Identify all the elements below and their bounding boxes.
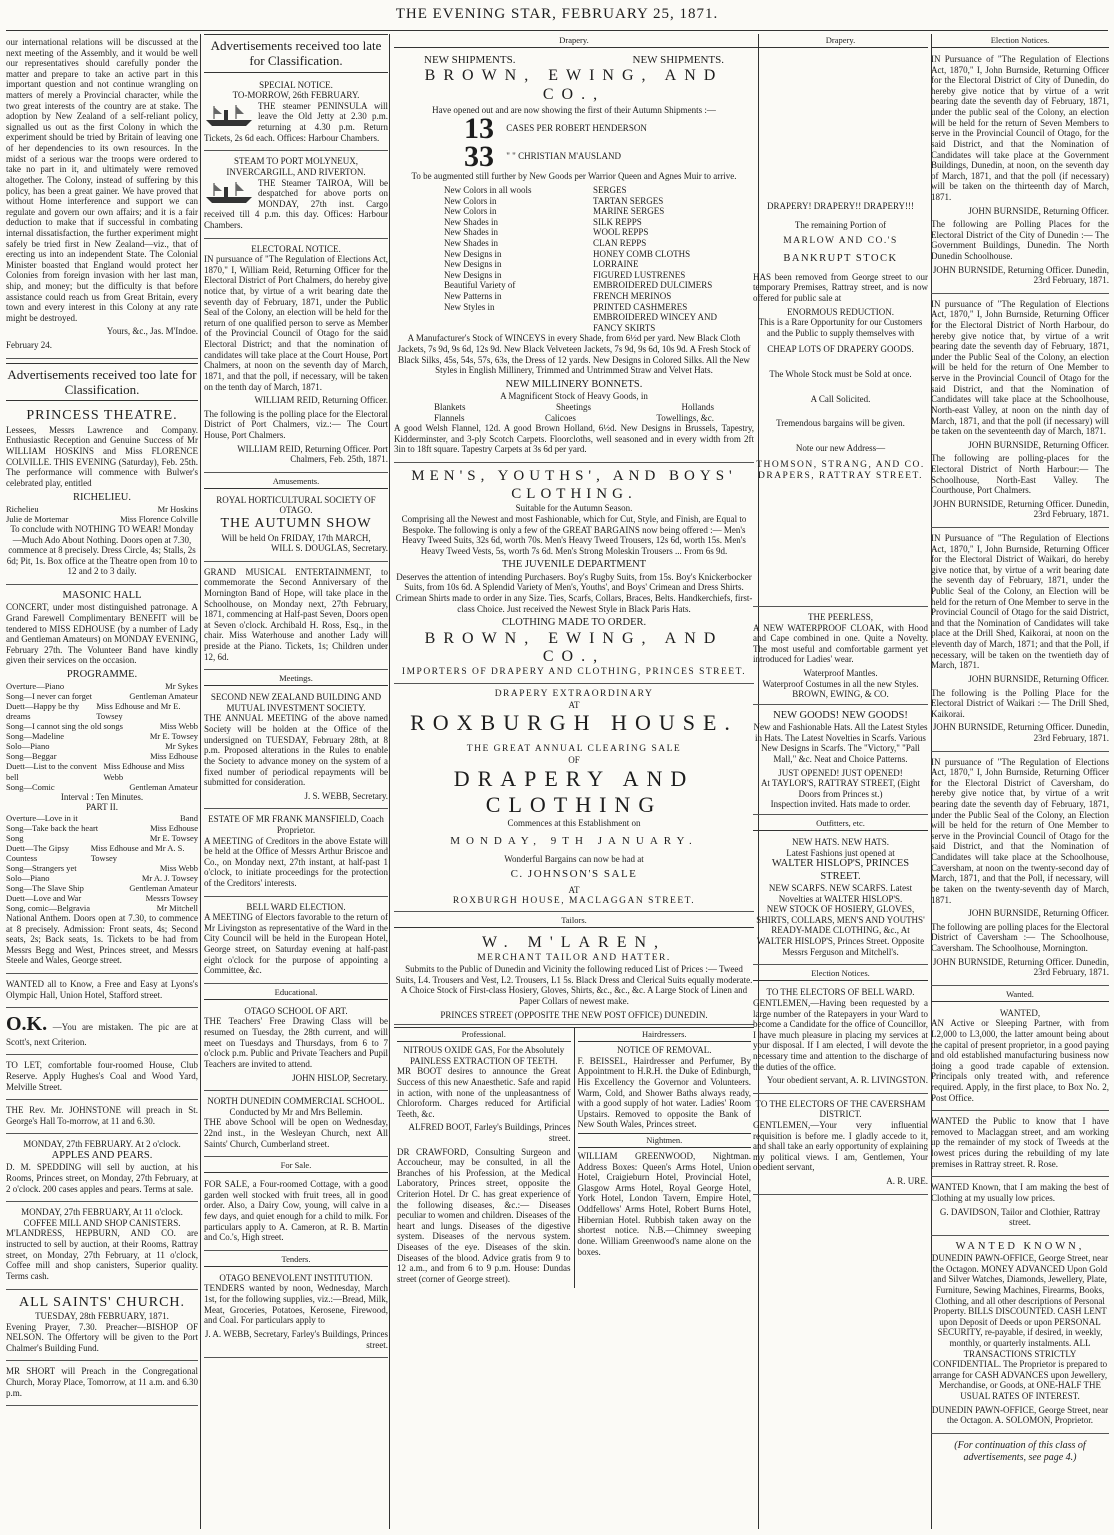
cast-row [6,514,198,524]
masonic-title: MASONIC HALL [62,589,142,601]
sign-3: JOHN BURNSIDE, Returning Officer. [968,673,1109,684]
cloak-text: A NEW WATERPROOF CLOAK, with Hood and Cape combined in one. Quite a Novelty. The most useful and comfortable garment yet introduced for Ladies' wear. [753,622,928,665]
bankrupt-title: BANKRUPT STOCK [783,253,898,265]
greenwood-text: WILLIAM GREENWOOD, Nightman. Address Boxes: Queen's Arms Hotel, Union Hotel, Craigieburn Hotel, Provincial Hotel, Glasgow Arms Hotel, Royal George Hotel, York Hotel, London Tavern, Empire Hotel, Oddfellows' Arms Hotel, Robert Burns Hotel, Hibernian Hotel. Rubbish taken away on the shortest notice. N.B.—Chimney sweeping done. William Greenwood's name alone on the boxes. [577,1151,751,1257]
bell-text: A MEETING of Electors favorable to the return of Mr Livingston as representative of the Ward in the City Council will be held in the European Hotel, George street, on Saturday evening at half-past eight o'clock for the purpose of appointing a Committee, &c. [204,912,388,976]
partner-text: AN Active or Sleeping Partner, with from L2,000 to L3,000, the latter amount being about the capital of present proprietor, in a good paying and old established manufacturing business now doing a good trade capable of extension. Principals only treated with, and reference required. Apply, in the first place, to Box No. 2, Post Office. [931,1018,1109,1103]
johnson-sale: C. JOHNSON'S SALE [510,868,638,881]
programme-row: Song—Madeline Mr E. Towsey [6,731,198,742]
hosiery-text: NEW STOCK OF HOSIERY, GLOVES, SHIRTS, COLLARS, MEN'S AND YOUTHS' READY-MADE CLOTHING, &c., At WALTER HISLOP'S, Princes Street. Opposite Messrs Ferguson and Mitchell's. [756,904,925,957]
programme-title: PROGRAMME. [66,668,138,680]
letter [6,34,198,359]
ad-special-notice [204,77,388,152]
ad-ok [6,1010,198,1055]
caversham-election-text: IN pursuance of "The Regulation of Elections Act, 1870," I, John Burnside, Returning Officer for the Electoral District of Caversham, do hereby give notice that, by virtue of a writ bearing date the seventh day of February, 1871, under the Public Seal of the Colony, an Election will be held for the return of One Member to serve in the Provincial Council of Otago for the said District, and that the Nomination of Candidates will take place at the Schoolhouse, Caversham, at noon on the twenty-second day of March, 1871, and that the Poll, if necessary, will be taken on the twenty-seventh day of March, 1871. [931,756,1109,905]
steamer-icon [204,179,254,205]
ad-princess-theatre [6,405,198,585]
ad-johnstone [6,1102,198,1134]
horti-sign: WILL S. DOUGLAS, Secretary. [270,543,388,554]
building-text: THE ANNUAL MEETING of the above named Society will be holden at the Office of the undersigned on TUESDAY, February 28th, at 8 p.m. Proposed alterations in the Rules to enable the Society to advance money on the system of a fixed number of periodical repayments will be submitted for consideration. [204,713,388,788]
mantles-text: Waterproof Mantles. [803,667,878,678]
roxburgh-title: ROXBURGH HOUSE. [410,710,738,736]
electoral-text: IN pursuance of "The Regulation of Elections Act, 1870," I, William Reid, Returning Officer for the Electoral District of Port Chalmers, do hereby give notice that, by virtue of a writ bearing date the seventh day of February, 1871, under the Public Seal of the Colony, an election will be held for the return of one qualified person to serve as Member of the Provincial Council of Otago for the said Electoral District; and that the nomination of candidates will take place at the Court House, Port Chalmers, at noon on the seventh day of March, 1871, and that the poll, if necessary, will be taken on the tenth day of March, 1871. [204,254,388,392]
header-wanted: Wanted. [931,988,1109,1002]
programme-row: Song—I never can forget Gentleman Amateur [6,691,198,702]
theatre-text: Lessees, Messrs Lawrence and Company. Enthusiastic Reception and Genuine Success of Mr WILLIAM HOSKINS and Miss FLORENCE COLVILLE. THIS EVENING (Saturday), Feb. 25th. The performance will commence with Bulwer's celebrated play, entitled [6,424,198,488]
forsale-text: FOR SALE, a Four-roomed Cottage, with a good garden well stocked with fruit trees, all in good order. Also, a Dairy Cow, young, will calve in a few days, and quiet enough for a child to milk. For particulars apply to A. Cameron, at R. B. Martin and Co.'s, High street. [204,1179,388,1243]
header-election-notices-2: Election Notices. [931,34,1109,48]
header-for-sale: For Sale. [204,1159,388,1173]
molyneux-title: STEAM TO PORT MOLYNEUX, INVERCARGILL, AND RIVERTON. [226,156,366,177]
caversham-title: TO THE ELECTORS OF THE CAVERSHAM DISTRICT. [755,1098,926,1120]
ad-north-dunedin-school [204,1093,388,1157]
mens-title: MEN'S, YOUTHS', AND BOYS' CLOTHING. [411,467,737,502]
ad-davidson [931,1179,1109,1235]
polling-3: The following is the Polling Place for the Electoral District of Waikari :— The Drill Shed, Kaikorai. [931,687,1109,719]
theatre-after: To conclude with NOTHING TO WEAR! Monday—Much Ado About Nothing. Doors open at 7.30, commence at 8 precisely. Dress Circle, 4s; Stalls, 2s 6d; Pit, 1s. Box office at the Theatre open from 10 to 12 and 2 to 3 daily. [6,523,198,577]
programme-part-2 [6,813,198,913]
bellward-sign: Your obedient servant, A. R. LIVINGSTON. [766,1075,928,1086]
apples-date: MONDAY, 27th FEBRUARY. At 2 o'clock. [23,1139,181,1150]
programme-end: National Anthem. Doors open at 7.30, to commence at 8 precisely. Admission: Front seats, 4s; Second seats, 2s; Back seats, 1s. Tickets to be had from Messrs Begg and West, Princes street, and Messrs Steele and Wales, George street. [6,912,198,966]
header-election-notices: Election Notices. [753,967,928,981]
sign-1b: JOHN BURNSIDE, Returning Officer. Dunedin, 23rd February, 1871. [932,264,1109,286]
letter-date: February 24. [6,340,52,351]
art-sign: JOHN HISLOP, Secretary. [292,1072,388,1083]
goods-right: SERGES TARTAN SERGES MARINE SERGES SILK REPPS WOOL REPPS CLAN REPPS HONEY COMB CLOTHS LORRAINE FIGURED LUSTRENES EMBROIDERED DULCIMERS FRENCH MERINOS PRINTED CASHMERES EMBROIDERED WINCEY AND FANCY SKIRTS [593,184,717,333]
commences-text: Commences at this Establishment on [507,818,641,828]
nds-by: Conducted by Mr and Mrs Bellemin. [229,1106,363,1117]
ad-school-of-art [204,1003,388,1091]
millinery-title: NEW MILLINERY BONNETS. [505,378,643,390]
of-text: OF [568,755,580,766]
electoral-title: ELECTORAL NOTICE. [251,243,341,254]
header-professional: Professional. [397,1028,571,1042]
wonderful-text: Wonderful Bargains can now be had at [504,853,644,864]
roxburgh-address: ROXBURGH HOUSE, MACLAGGAN STREET. [452,895,696,906]
beissel-text: F. BEISSEL, Hairdresser and Perfumer, By Appointment to H.R.H. the Duke of Edinburgh, His Excellency the Governor and Volunteers. Warm, Cold, and Shower Baths always ready, with a good supply of hot water. Ladies' Room Upstairs. Removed to opposite the Bank of New South Wales, Princes street. [577,1055,751,1130]
shipments-head: NEW SHIPMENTS. NEW SHIPMENTS. [424,54,724,67]
latest-text: Latest Fashions just opened at [786,847,895,858]
header-tailors: Tailors. [394,914,754,928]
extra-at: AT [568,699,580,710]
polling-text: The following is the polling place for the Electoral District of Port Chalmers, viz.:— The Court House, Port Chalmers. [204,408,388,440]
ad-north-harbour-election [931,296,1109,528]
juvenile-text: Deserves the attention of intending Purchasers. Boy's Rugby Suits, from 15s. Boy's Knickerbocker Suits, from 10s 6d. A Splendid Variety of Men's, Youths', and Boys' Crimean and Dress Shirts. Crimean Shirts made to order in any Size. Ties, Scarfs, Collars, Braces, Belts. Handkerchiefs, first-class Choice. Just received the Newest Style in Black Paris Hats. [395,571,753,614]
at-text: AT [568,885,580,896]
ad-pawn-office [931,1238,1109,1434]
newgoods-title: NEW GOODS! NEW GOODS! [773,709,908,721]
cast-actor: Miss Florence Colville [120,513,198,524]
ad-new-goods [753,707,928,815]
mens-text: Comprising all the Newest and most Fashionable, which for Cut, Style, and Finish, are Equal to Bespoke. The following is only a few of the GREAT BARGAINS now being offered :— Men's Heavy Tweed Suits, 32s 6d, worth 70s. Men's Heavy Tweed Trousers, 12s 6d, worth 15s. Men's Heavy Tweed Vests, 5s, worth 7s 6d. Men's Strong Moleskin Trousers ... From 6s 9d. [401,513,747,556]
column-2 [200,34,388,1529]
ad-electoral-notice [204,241,388,473]
cast-row [6,504,198,514]
programme-row: Overture—Piano Mr Sykes [6,681,198,692]
heavy-text: A Magnificent Stock of Heavy Goods, in [500,391,648,402]
professional-column [394,1028,574,1287]
electoral-sign: WILLIAM REID, Returning Officer. [254,395,388,406]
header-nightmen: Nightmen. [578,1133,752,1148]
masonic-text: CONCERT, under most distinguished patronage. A Grand Farewell Complimentary BENEFIT will be tendered to MISS EDHOUSE (by a number of Lady and Gentleman Amateurs) on MONDAY EVENING, February 27th. The Volunteer Band have kindly given their services on the occasion. [6,602,198,666]
programme-row: Duett—The Gipsy Countess Miss Edhouse and Mr A. S. Towsey [6,842,185,863]
ad-coffee [6,1204,198,1289]
ad-caversham-electors [753,1096,928,1195]
art-title: OTAGO SCHOOL OF ART. [244,1005,348,1016]
estate-title: ESTATE OF MR FRANK MANSFIELD, Coach Proprietor. [208,814,384,835]
bellward-text: GENTLEMEN,—Having been requested by a large number of the Ratepayers in your Ward to become a Candidate for the office of Councillor, I have much pleasure in placing my services at your disposal. If I am elected, I will devote the necessary time and attention to the discharge of the duties of the office. [753,997,928,1072]
column-1 [6,34,198,1529]
programme-row: Song, comic—Belgravia Mr Mitchell [6,902,198,913]
coffee-title: COFFEE MILL AND SHOP CANISTERS. [23,1217,181,1228]
theatre-play: RICHELIEU. [72,491,132,503]
sign-3b: JOHN BURNSIDE, Returning Officer. Dunedin, 23rd February, 1871. [932,722,1109,743]
special-date: TO-MORROW, 26th FEBRUARY. [232,90,360,101]
programme-row: Solo—Piano Mr A. J. Towsey [6,872,198,883]
section-late-ads-2: Advertisements received too late for Classification. [204,34,388,73]
interval: Interval : Ten Minutes. [60,791,144,802]
ad-benevolent [204,1270,388,1358]
estate-text: A MEETING of Creditors in the above Estate will be held at the Office of Messrs Arthur Briscoe and Co., on Monday next, 27th instant, at half-past 1 o'clock, to initiate proceedings for the protection of the Creditors' interests. [204,835,388,888]
ad-dunedin-election [931,51,1109,294]
header-drapery: Drapery. [394,34,754,48]
laren-sub: MERCHANT TAILOR AND HATTER. [477,952,671,963]
ad-peerless [753,609,928,705]
mens-sub: Suitable for the Autumn Season. [515,503,633,514]
ad-wanted-partner [931,1005,1109,1111]
benevolent-sign: J. A. WEBB, Secretary, Farley's Buildings, Princes street. [204,1328,388,1350]
johnstone-text: THE Rev. Mr. JOHNSTONE will preach in St. George's Hall To-morrow, at 11 and 6.30. [6,1105,198,1126]
ad-brown-ewing-shipments [394,51,754,463]
brown2-title: BROWN, EWING, AND CO., [424,629,724,666]
beissel-title: NOTICE OF REMOVAL. [616,1045,712,1056]
known-title: WANTED KNOWN, [955,1240,1085,1252]
marlow-title: MARLOW AND CO.'S [783,236,898,247]
tolet-text: TO LET, comfortable four-roomed House, Club Reserve. Apply Hughes's Coal and Wood Yard, Melville Street. [6,1060,198,1092]
column-3 [389,34,759,1529]
header-tenders: Tenders. [204,1253,388,1267]
rose-text: WANTED the Public to know that I have removed to Maclaggan street, and am working up the remainder of my stock of Tweeds at the lowest prices during the rebuilding of my late premises in Rattray street. R. Rose. [931,1116,1109,1169]
programme-row: Duett—Love and War Messrs Towsey [6,892,198,903]
brown-title: BROWN, EWING, AND CO., [424,66,724,103]
short-text: MR SHORT will Preach in the Congregational Church, Moray Place, Tomorrow, at 11 a.m. and 6.30 p.m. [6,1366,198,1398]
nds-title: NORTH DUNEDIN COMMERCIAL SCHOOL. [207,1096,385,1107]
molyneux-text: THE Steamer TAIROA, Will be despatched for above ports on MONDAY, 27th inst. Cargo received till 4 p.m. this day. Offices: Harbour Chambers. [204,177,388,230]
ad-port-molyneux [204,153,388,238]
heavy-after: A good Welsh Flannel, 12d. A good Brown Holland, 6½d. New Designs in Brussels, Tapestry, Kidderminster, and 3-ply Scotch Carpets. Floorcloths, well seasoned and in every width from 2ft 3in to 18ft square. Tapestry Carpets at 3s 6d per yard. [394,423,754,455]
ad-hislop [753,834,928,965]
caversham-sign: A. R. URE. [886,1176,928,1187]
programme-row: Song—Beggar Miss Edhouse [6,751,198,762]
allsaints-date: TUESDAY, 28th FEBRUARY, 1871. [35,1311,169,1322]
extra-title: DRAPERY EXTRAORDINARY [494,688,654,699]
cheap-text: CHEAP LOTS OF DRAPERY GOODS. [767,344,914,355]
bell-title: BELL WARD ELECTION. [246,901,346,912]
nitrous-text: MR BOOT desires to announce the Great Success of this new Anaesthetic. Safe and rapid in action, with none of the unpleasantness of Chloroform. Charges reduced for Artificial Teeth, &c. [397,1066,571,1119]
ad-marlow-bankrupt [753,51,928,607]
cast-actor: Mr Hoskins [157,503,198,514]
programme-row: Song—The Slave Ship Gentleman Amateur [6,882,198,893]
apples-title: APPLES AND PEARS. [51,1150,153,1162]
sign-1: JOHN BURNSIDE, Returning Officer. [968,205,1109,216]
waikari-text: IN Pursuance of "The Regulation of Elections Act, 1870," I, John Burnside, Returning Officer for the Electoral District of Waikari, do hereby give notice that, by virtue of a writ bearing date the seventh day of February, 1871, under the Public Seal of the Colony, an Election will be held for the return of One Member to serve in the Provincial Council of Otago for the said District, and that the Nomination of Candidates will take place at the Drill Shed, Kaikorai, at noon on the eleventh day of March, 1871; and that the Poll, if necessary, will be taken on the twentieth day of March, 1871. [931,533,1109,671]
goods-left: New Colors in all wools New Colors in New Colors in New Shades in New Shades in New Shades in New Designs in New Designs in New Designs in Beautiful Variety of New Patterns in New Styles in [444,184,532,312]
letter-signature: Yours, &c., Jas. M'Indoe. [106,326,198,337]
programme-row: Song—Comic Gentleman Amateur [6,781,198,792]
programme-row: Duett—List to the convent bell Miss Edhouse and Miss Webb [6,761,185,782]
ad-building-society [204,689,388,809]
juvenile-title: THE JUVENILE DEPARTMENT [501,559,647,571]
polling-sign: WILLIAM REID, Returning Officer. Port Chalmers, Feb. 25th, 1871. [237,443,388,465]
header-meetings: Meetings. [204,672,388,686]
reduction-text: ENORMOUS REDUCTION. [786,306,894,317]
scarfs-text: NEW SCARFS. NEW SCARFS. Latest Novelties at WALTER HISLOP'S. [768,883,913,904]
remaining-text: The remaining Portion of [794,219,887,230]
cast-role: Julie de Mortemar [6,513,69,524]
ad-roxburgh-house [394,686,754,912]
monday-date: MONDAY, 9TH JANUARY. [450,834,698,847]
ok-title: O.K. [6,1013,48,1036]
peerless-title: THE PEERLESS, [807,611,873,622]
allsaints-title: ALL SAINTS' CHURCH. [18,1294,186,1310]
horti-title: ROYAL HORTICULTURAL SOCIETY OF OTAGO. [216,494,376,516]
drapery-title: DRAPERY! DRAPERY!! DRAPERY!!! [766,201,914,212]
wanted-text: WANTED all to Know, a Free and Easy at Lyons's Olympic Hall, Union Hotel, Stafford street. [6,978,198,1000]
newhats-title: NEW HATS. NEW HATS. [792,837,889,848]
building-title: SECOND NEW ZEALAND BUILDING AND MUTUAL INVESTMENT SOCIETY. [210,692,382,713]
coffee-text: M'LANDRESS, HEPBURN, AND CO. are instructed to sell by auction, at their Rooms, Rattray street, on Monday, 27th February, at 11 o'clock, Coffee mill and shop canisters, Superior quality. Terms cash. [6,1228,198,1281]
nds-text: THE above School will be open on Wednesday, 22nd inst., in the Wesleyan Church, next All Saints' Church, Cumberland street. [204,1117,388,1149]
nitrous-title: NITROUS OXIDE GAS, For the Absolutely PAINLESS EXTRACTION OF TEETH. [403,1045,565,1066]
programme-row: Song Mr E. Towsey [6,832,198,843]
masthead-rule [6,30,1108,31]
augment-text: To be augmented still further by New Goods per Warrior Queen and Agnes Muir to arrive. [411,171,737,182]
newgoods-text: New and Fashionable Hats. All the Latest Styles in Hats. The Latest Novelties in Scarfs. Various New Designs in Scarfs. The "Victory," "Pall Mall," &c. Neat and Choice Patterns. [753,722,928,764]
clearing-title: THE GREAT ANNUAL CLEARING SALE [466,744,682,755]
allsaints-text: Evening Prayer, 7.30. Preacher—BISHOP OF NELSON. The Offertory will be given to the Port Chalmer's Building Fund. [6,1321,198,1353]
header-outfitters: Outfitters, etc. [753,817,928,831]
whole-text: The Whole Stock must be Sold at once. [769,369,912,380]
programme-row: Song—Take back the heart Miss Edhouse [6,822,198,833]
polling-1: The following are Polling Places for the Electoral District of the City of Dunedin :— The Government Buildings, Dunedin. The North Dunedin Schoolhouse. [931,219,1109,261]
theatre-cast [6,504,198,524]
ad-wanted-olympic [6,976,198,1008]
brown-intro: Have opened out and are now showing the first of their Autumn Shipments :— [432,104,716,115]
pawn-sign: DUNEDIN PAWN-OFFICE, George Street, near the Octagon. A. SOLOMON, Proprietor. [931,1404,1109,1426]
ad-estate-mansfield [204,811,388,896]
shipment-2: 33 " " CHRISTIAN M'AUSLAND [464,140,621,174]
wanted-title: WANTED, [999,1007,1041,1018]
rare-text: This is a Rare Opportunity for our Customers and the Public to supply themselves with [758,317,923,338]
davidson-text: WANTED Known, that I am making the best of Clothing at my usually low prices. [931,1182,1109,1203]
ad-for-sale [204,1176,388,1251]
ad-waikari-election [931,530,1109,752]
professional-hairdressers [394,1027,754,1287]
cast-role: Richelieu [6,503,39,514]
sign-4: JOHN BURNSIDE, Returning Officer. [968,908,1109,919]
ad-mens-clothing [394,465,754,684]
ad-mlaren [394,931,754,1025]
heavy-goods: Blankets Sheetings Hollands Flannels Calicoes Towellings, &c. [434,401,714,423]
column-5 [931,34,1109,1529]
steamer-icon [204,102,254,128]
ad-apples [6,1136,198,1202]
horti-text: Will be held On FRIDAY, 17th MARCH, [221,532,371,543]
header-educational: Educational. [204,986,388,1000]
sign-4b: JOHN BURNSIDE, Returning Officer. Dunedin, 23rd February, 1871. [932,956,1109,978]
programme-part-1 [6,681,198,791]
column-4 [753,34,932,1529]
benevolent-title: OTAGO BENEVOLENT INSTITUTION. [219,1272,373,1283]
section-late-ads: Advertisements received too late for Classification. [6,363,198,402]
special-title: SPECIAL NOTICE. [259,79,333,90]
brown2-sub: IMPORTERS OF DRAPERY AND CLOTHING, PRINCES STREET. [401,667,747,678]
wincey-text: A Manufacturer's Stock of WINCEYS in every Shade, from 6½d per yard. New Black Cloth Jackets, 7s 9d, 9s 6d, 12s 9d. New Black Velveteen Jackets, 7s 9d, 9s 6d, 10s 9d. A Fresh Stock of Black Silks, 45s, 54s, 57s, 63s, the Dress of 12 yards. New Designs in Colored Silks. All the New Styles in English Millinery, Trimmed and Untrimmed Straw and Velvet Hats. [397,333,751,376]
programme-row: Song—I cannot sing the old songs Miss Webb [6,721,198,732]
header-hairdressers: Hairdressers. [578,1028,752,1042]
taylor-address: At TAYLOR'S, RATTRAY STREET, (Eight Doors from Princes st.) [760,778,921,799]
dunedin-text: IN Pursuance of "The Regulation of Elections Act, 1870," I, John Burnside, Returning Officer for the Electoral District of City of Dunedin, do hereby give notice that by virtue of a writ bearing date the seventh day of February, 1871, under the public seal of the Colony, an election will be held for the return of Seven Members to serve in the Provincial Council of Otago, for the said District, and that the Nomination of Candidates will take place at the Government Buildings, Dunedin, at noon, on the seventh day of March, 1871, and that the poll (if necessary) will be taken on the thirteenth day of March, 1871. [931,54,1109,202]
building-sign: J. S. WEBB, Secretary. [304,790,388,801]
programme-row: Overture—Love in it Band [6,812,198,823]
laren-title: W. M'LAREN, [481,933,667,951]
sign-2b: JOHN BURNSIDE, Returning Officer. Dunedin, 23rd February, 1871. [932,498,1109,520]
order-title: CLOTHING MADE TO ORDER. [501,617,647,629]
ad-rose [931,1113,1109,1177]
grand-text: GRAND MUSICAL ENTERTAINMENT, to commemorate the Second Anniversary of the Mornington Band of Hope, will take place in the Schoolhouse, on Monday next, 27th February, 1871, commencing at Half-past Seven, Doors open at Seven o'clock. Archibald H. Ross, Esq., in the chair. Miss Waterhouse and another Lady will preside at the Piano. Tickets, 1s; Children under 12, 6d. [204,566,388,662]
ad-masonic-hall [6,587,198,974]
harbour-text: IN pursuance of "The Regulation of Elections Act, 1870," I, John Burnside, Returning Officer for the Electoral District of North Harbour, do hereby give notice that, by virtue of a writ bearing date the seventh day of February, 1871, under the Public Seal of the Colony, an election will be held for the return of One Member to serve in the Provincial Council of Otago for the said District, and that the Nomination of Candidates will take place at the Schoolhouse, North-east Valley, at noon on the ninth day of March, 1871, and that the poll (if necessary) will be taken on the seventeenth day of March, 1871. [931,298,1109,437]
sign-2: JOHN BURNSIDE, Returning Officer. [968,439,1109,450]
ad-all-saints [6,1292,198,1362]
header-amusements: Amusements. [204,475,388,489]
shipment-1: 13 CASES PER ROBERT HENDERSON [464,112,647,146]
inspection-text: Inspection invited. Hats made to order. [770,799,911,810]
bec-sign: BROWN, EWING, & CO. [792,689,889,700]
programme-row: Song—Strangers yet Miss Webb [6,862,198,873]
just-opened: JUST OPENED! JUST OPENED! [778,767,903,778]
ok-text: —You are mistaken. The pic are at Scott's, next Criterion. [6,1022,198,1047]
ad-bell-ward-electors [753,984,928,1093]
ad-grand-musical [204,564,388,670]
art-text: THE Teachers' Free Drawing Class will be resumed on Tuesday, the 28th current, and will meet on Tuesdays and Thursdays, from 6 to 7 o'clock p.m. Public and Private Teachers and Pupil Teachers are invited to attend. [204,1016,388,1069]
benevolent-text: TENDERS wanted by noon, Wednesday, March 1st, for the following supplies, viz.:—Bread, Milk, Meat, Groceries, Potatoes, Kerosene, Firewood, and Coal. For particulars apply to [204,1283,388,1326]
call-text: A Call Solicited. [810,393,871,404]
programme-row: Solo—Piano Mr Sykes [6,741,198,752]
note-text: Note our new Address— [795,442,886,453]
masthead-title: THE EVENING STAR, FEBRUARY 25, 1871. [395,6,719,22]
header-drapery-2: Drapery. [753,34,928,48]
ad-horticultural [204,492,388,562]
laren-text: Submits to the Public of Dunedin and Vicinity the following reduced List of Prices :— Tweed Suits, L4. Trousers and Vest, L2. Trousers, L1 5s. Black Dress and Clerical Suits equally moderate. A Choice Stock of First-class Hosiery, Gloves, Shirts, &c., &c., &c. A Large Stock of Linen and Paper Collars of newest make. [395,964,753,1006]
coffee-date: MONDAY, 27th FEBRUARY, At 11 o'clock. [21,1207,183,1218]
part-2-title: PART II. [86,802,118,813]
dc-title: DRAPERY AND CLOTHING [453,766,695,818]
has-been-text: HAS been removed from George street to our temporary Premises, Rattray street, and is now offered for public sale at [753,271,928,304]
special-text: THE steamer PENINSULA will leave the Old Jetty at 2.30 p.m. returning at 4.30 p.m. Return Tickets, 2s 6d each. Offices: Harbour Chambers. [204,100,388,143]
masthead [0,6,1114,28]
davidson-sign: G. DAVIDSON, Tailor and Clothier, Rattray street. [939,1206,1101,1228]
tremendous-text: Tremendous bargains will be given. [776,418,905,429]
continuation-note: (For continuation of this class of advertisements, see page 4.) [954,1439,1086,1463]
goods-list [394,185,754,334]
ad-mr-short [6,1363,198,1406]
ad-bell-ward [204,899,388,984]
bellward-title: TO THE ELECTORS OF BELL WARD. [766,987,915,998]
hislop-title: WALTER HISLOP'S, PRINCES STREET. [771,858,910,882]
nitrous-sign: ALFRED BOOT, Farley's Buildings, Princes street. [408,1122,571,1143]
ad-to-let [6,1057,198,1100]
theatre-title: PRINCESS THEATRE. [26,408,178,424]
polling-2: The following are polling-places for the Electoral District of North Harbour:— The Schoolhouse, North-East Valley. The Courthouse, Port Chalmers. [931,453,1109,496]
ad-caversham-election [931,754,1109,986]
costumes-text: Waterproof Costumes in all the new Styles. [762,678,919,689]
caversham-text: GENTLEMEN,—Your very influential requisition is before me. I gladly accede to it, and shall take an early opportunity of explaining my political views. I am, Gentlemen, Your obedient servant, [753,1120,928,1173]
programme-row: Duett—Happy be thy dreams Miss Edhouse and Mr E. Towsey [6,701,181,722]
apples-text: D. M. SPEDDING will sell by auction, at his Rooms, Princes street, on Monday, 27th February, at 2 o'clock. 200 cases apples and pears. Terms at sale. [6,1162,198,1194]
horti-show: THE AUTUMN SHOW [220,516,372,531]
laren-address: PRINCES STREET (OPPOSITE THE NEW POST OFFICE) DUNEDIN. [440,1009,708,1020]
pawn-text: DUNEDIN PAWN-OFFICE, George Street, near the Octagon. MONEY ADVANCED Upon Gold and Silver Watches, Diamonds, Jewellery, Plate, Furniture, Sewing Machines, Firearms, Books, Clothing, and all other descriptions of Personal Property. BILLS DISCOUNTED. CASH LENT upon Deposit of Deeds or upon PERSONAL SECURITY, re-payable, if desired, in weekly, monthly, or quarterly instalments. ALL TRANSACTIONS STRICTLY CONFIDENTIAL. The Proprietor is prepared to arrange for CASH ADVANCES upon Jewellery, Merchandise, or Goods, at ONE-HALF THE USUAL RATES OF INTEREST. [931,1253,1109,1402]
hairdressers-column [574,1028,755,1287]
thomson-title: THOMSON, STRANG, AND CO. DRAPERS, RATTRAY STREET. [756,459,925,481]
crawford-text: DR CRAWFORD, Consulting Surgeon and Accoucheur, may be consulted, in all the Branches of his Profession, at the Medical Laboratory, Princes street, opposite the Criterion Hotel. Dr C. has great experience of the following diseases, &c.:— Diseases peculiar to women and children. Diseases of the heart and lungs. Diseases of the digestive system. Diseases of the nervous system. Diseases of the eye. Diseases of the skin. Diseases of the blood. Advice gratis from 9 to 12 a.m., and from 6 to 9 p.m. House: Dundas street (corner of George street). [397,1146,571,1284]
polling-4: The following are polling places for the Electoral District of Caversham :— The Schoolhouse, Caversham. The Schoolhouse, Mornington. [931,921,1109,953]
letter-text: our international relations will be discussed at the next meeting of the Assembly, and it would be well our representatives should carefully ponder the matter and prepare to take an active part in this important question and not continue wrangling on matters of merely a Provincial character, while the two great interests of the country are at stake. The adoption by New Zealand of a self-reliant policy, signalled us out as the first Colony in which the experiment should be tried by Britain of leaving one of her dependencies to its own resources. In the midst of a serious war the troops were ordered to take no part in it, and ultimately were removed altogether. The Colony, instead of suffering by this policy, has been a great gainer. We have proved that without Home interference and support we can regulate and govern our own affairs; and it is a fair deduction to make that if successful in combating internal dissatisfaction, the further experiment might safely be tried first in New Zealand—viz., that of erecting us into an independent State. The Colonial Minister boasted that England would protect her Colonies from foreign invasion with her last man, ship, and money; but the difficulty is that before assistance could reach us from Great Britain, every town and every interest in this Colony at any rate might be destroyed. [6,37,198,323]
